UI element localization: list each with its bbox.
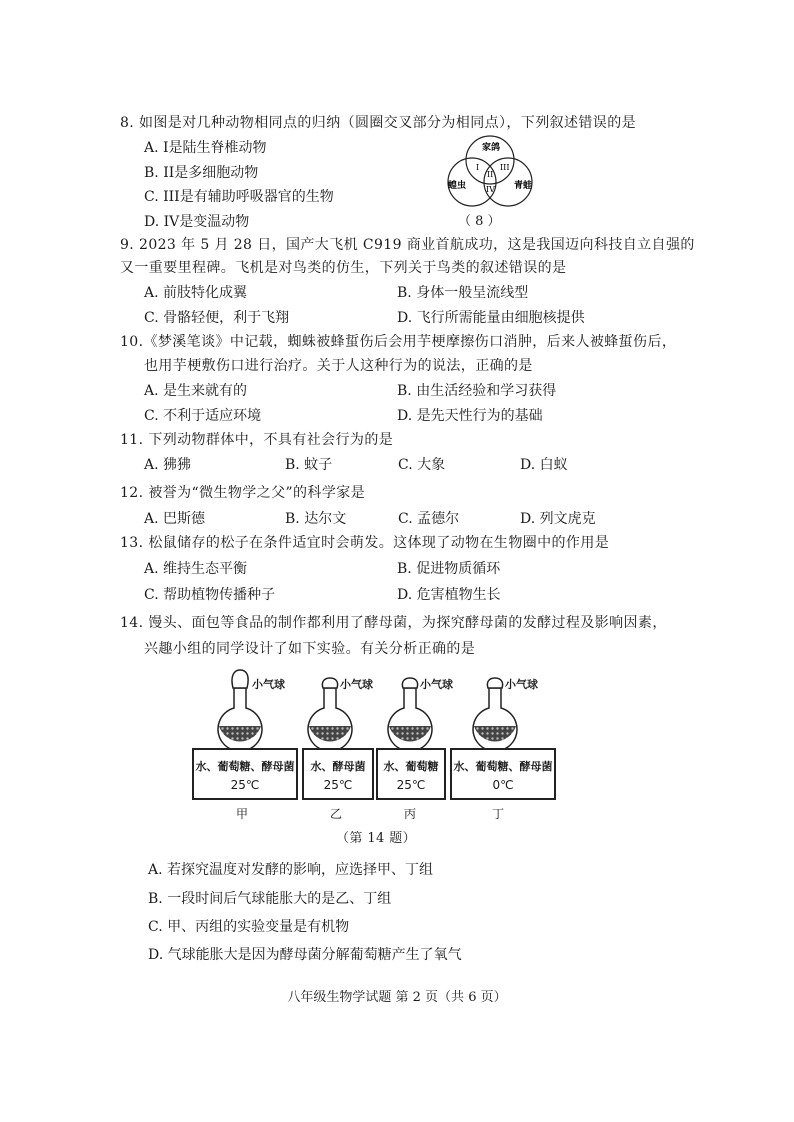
q12-stem: 12. 被誉为“微生物学之父”的科学家是	[120, 485, 366, 501]
q12-option-d: D. 列文虎克	[520, 511, 596, 527]
q11-option-b: B. 蚊子	[285, 457, 333, 473]
venn-region-4: IV	[486, 185, 495, 194]
q13-option-d: D. 危害植物生长	[397, 587, 501, 603]
q9-line1: 9. 2023 年 5 月 28 日，国产大飞机 C919 商业首航成功，这是我国迈向科技自立自强的	[120, 237, 695, 253]
group-label-ding: 丁	[492, 807, 505, 821]
q10-option-c: C. 不利于适应环境	[144, 408, 262, 424]
q13-stem: 13. 松鼠储存的松子在条件适宜时会萌发。这体现了动物在生物圈中的作用是	[120, 535, 610, 551]
q9-option-d: D. 飞行所需能量由细胞核提供	[397, 310, 585, 326]
q14-option-a: A. 若探究温度对发酵的影响，应选择甲、丁组	[148, 862, 434, 878]
q9-option-b: B. 身体一般呈流线型	[397, 285, 529, 301]
q9-line2: 又一重要里程碑。飞机是对鸟类的仿生，下列关于鸟类的叙述错误的是	[120, 260, 567, 276]
q13-option-b: B. 促进物质循环	[397, 561, 501, 577]
q10-line1: 10.《梦溪笔谈》中记载，蜘蛛被蜂蜇伤后会用芋梗摩擦伤口消肿，后来人被蜂蜇伤后，	[120, 334, 677, 350]
q9-option-c: C. 骨骼轻便，利于飞翔	[144, 310, 290, 326]
q10-option-b: B. 由生活经验和学习获得	[397, 383, 557, 399]
group-box-bing	[376, 748, 446, 800]
group-content: 水、葡萄糖	[383, 760, 439, 773]
venn-label-locust: 蝗虫	[448, 181, 467, 191]
group-temp: 25℃	[396, 778, 426, 792]
group-temp: 0℃	[492, 778, 514, 792]
page-footer: 八年级生物学试题 第 2 页（共 6 页）	[287, 990, 507, 1005]
q13-option-c: C. 帮助植物传播种子	[144, 587, 276, 603]
balloon-label-jia: 小气球	[252, 678, 285, 691]
q13-option-a: A. 维持生态平衡	[144, 561, 248, 577]
group-content: 水、葡萄糖、酵母菌	[195, 760, 295, 773]
q10-option-a: A. 是生来就有的	[144, 383, 248, 399]
q14-option-c: C. 甲、丙组的实验变量是有机物	[148, 919, 350, 935]
group-label-yi: 乙	[330, 807, 343, 821]
q11-option-d: D. 白蚁	[520, 457, 568, 473]
group-label-bing: 丙	[404, 807, 417, 821]
group-temp: 25℃	[323, 778, 353, 792]
venn-region-2: II	[487, 170, 494, 179]
q10-option-d: D. 是先天性行为的基础	[397, 408, 543, 424]
q12-option-b: B. 达尔文	[285, 511, 347, 527]
group-content: 水、酵母菌	[310, 760, 366, 773]
q14-line1: 14. 馒头、面包等食品的制作都利用了酵母菌，为探究酵母菌的发酵过程及影响因素，	[120, 615, 667, 631]
q8-option-d: D. IV是变温动物	[144, 214, 250, 230]
group-box-ding	[450, 748, 556, 800]
q11-stem: 11. 下列动物群体中，不具有社会行为的是	[120, 432, 394, 448]
balloon-label-bing: 小气球	[420, 678, 453, 691]
q9-option-a: A. 前肢特化成翼	[144, 285, 248, 301]
balloon-label-yi: 小气球	[340, 678, 373, 691]
venn-region-3: III	[500, 163, 510, 172]
q14-figure-caption: （第 14 题）	[336, 831, 417, 846]
group-temp: 25℃	[230, 778, 260, 792]
q14-option-b: B. 一段时间后气球能胀大的是乙、丁组	[148, 891, 392, 907]
q8-option-a: A. I是陆生脊椎动物	[144, 140, 267, 156]
q10-line2: 也用芋梗敷伤口进行治疗。关于人这种行为的说法，正确的是	[144, 358, 533, 374]
q12-option-a: A. 巴斯德	[144, 511, 206, 527]
q14-option-d: D. 气球能胀大是因为酵母菌分解葡萄糖产生了氧气	[148, 947, 462, 963]
q11-option-c: C. 大象	[398, 457, 446, 473]
q14-line2: 兴趣小组的同学设计了如下实验。有关分析正确的是	[144, 641, 476, 657]
group-label-jia: 甲	[236, 807, 249, 821]
q12-option-c: C. 孟德尔	[398, 511, 460, 527]
group-box-yi	[302, 748, 374, 800]
venn-caption: （ 8 ）	[458, 214, 501, 229]
q8-stem: 8. 如图是对几种动物相同点的归纳（圆圈交叉部分为相同点），下列叙述错误的是	[120, 115, 637, 131]
group-box-jia	[192, 748, 298, 800]
q11-option-a: A. 狒狒	[144, 457, 192, 473]
group-content: 水、葡萄糖、酵母菌	[453, 760, 553, 773]
q8-option-b: B. II是多细胞动物	[144, 165, 259, 181]
venn-diagram	[440, 130, 540, 210]
balloon-label-ding: 小气球	[505, 678, 538, 691]
q8-option-c: C. III是有辅助呼吸器官的生物	[144, 189, 334, 205]
venn-label-frog: 青蛙	[514, 181, 533, 191]
venn-region-1: I	[476, 163, 480, 172]
venn-label-pigeon: 家鸽	[482, 143, 501, 153]
